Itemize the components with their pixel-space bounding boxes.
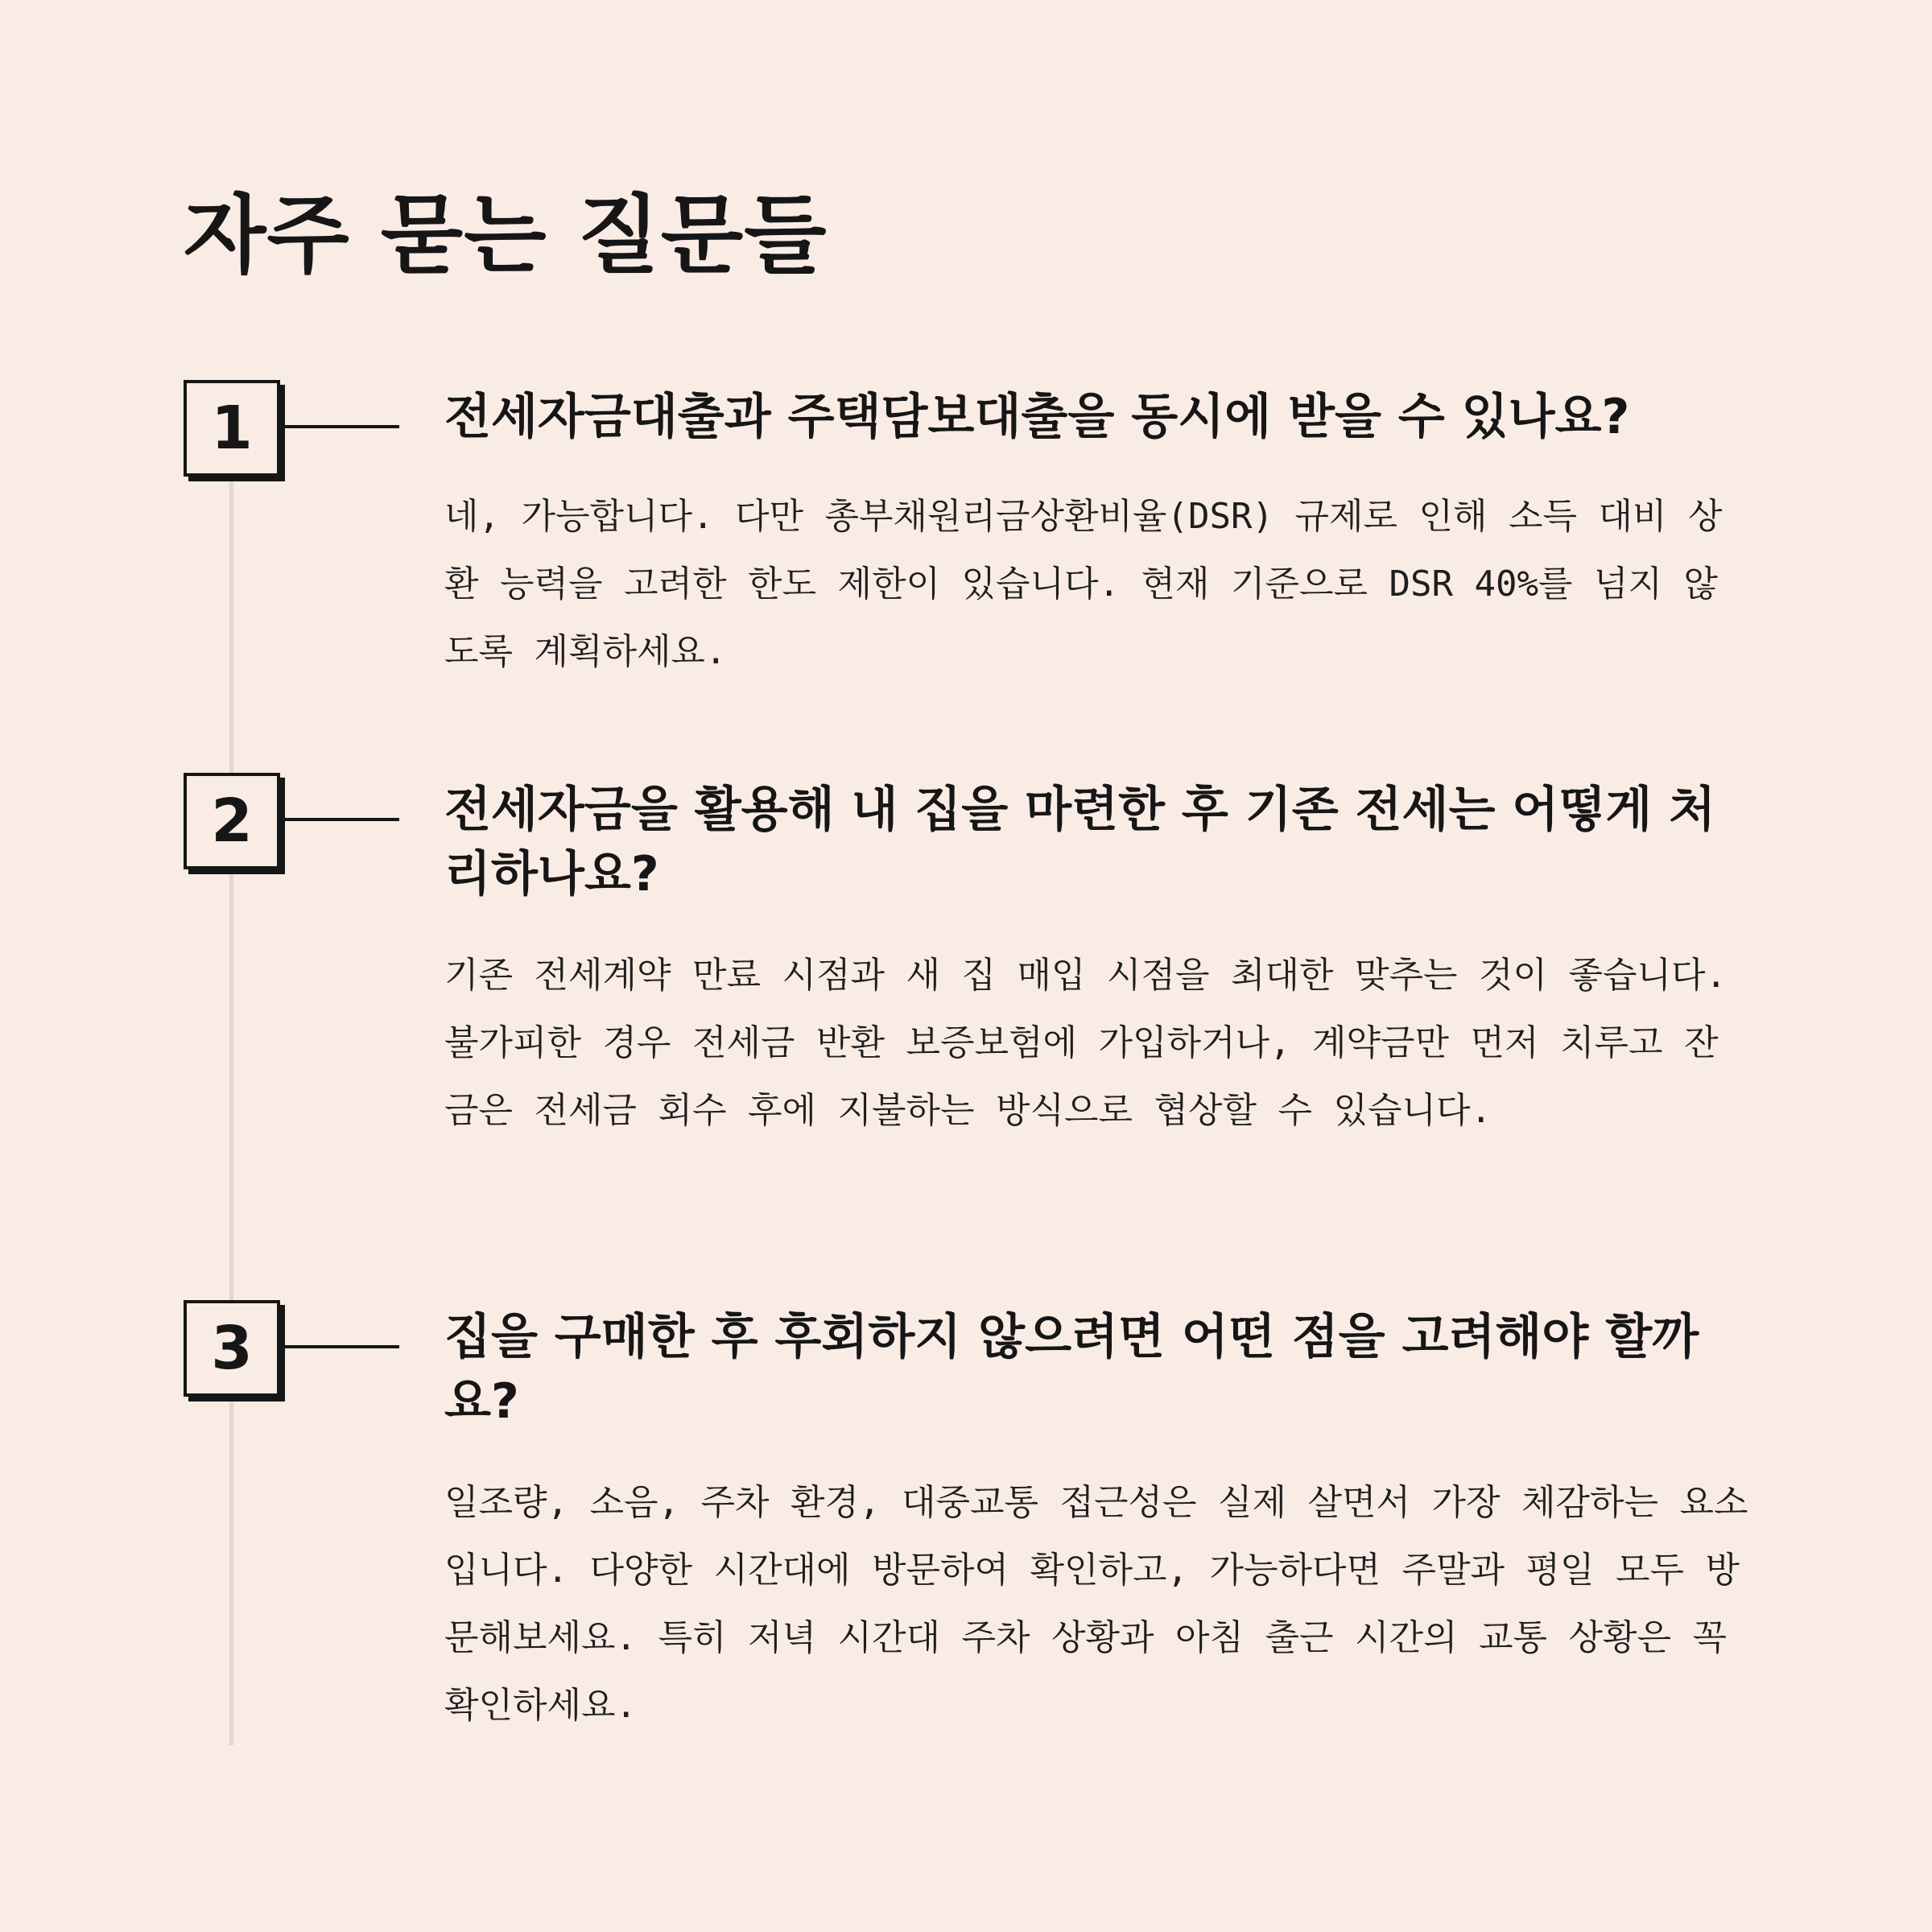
connector-line xyxy=(280,425,399,428)
page-title: 자주 묻는 질문들 xyxy=(184,186,828,285)
faq-question: 집을 구매한 후 후회하지 않으려면 어떤 점을 고려해야 할까요? xyxy=(444,1309,1699,1430)
faq-answer: 기존 전세계약 만료 시점과 새 집 매입 시점을 최대한 맞추는 것이 좋습니다. 불가피한 경우 전세금 반환 보증보험에 가입하거나, 계약금만 먼저 치루고 잔금은 전세금 회수 후에 지불하는 방식으로 협상할 수 있습니다. xyxy=(444,955,1727,1131)
faq-number-badge: 2 xyxy=(184,773,280,869)
connector-line xyxy=(280,1345,399,1348)
faq-number-badge: 3 xyxy=(184,1300,280,1397)
faq-number-badge: 1 xyxy=(184,380,280,477)
faq-question: 전세자금대출과 주택담보대출을 동시에 받을 수 있나요? xyxy=(444,389,1630,445)
faq-answer: 네, 가능합니다. 다만 총부채원리금상환비율(DSR) 규제로 인해 소득 대비 상환 능력을 고려한 한도 제한이 있습니다. 현재 기준으로 DSR 40%를 넘지 않도록 계획하세요. xyxy=(444,496,1723,672)
timeline-line xyxy=(229,473,233,1745)
faq-question: 전세자금을 활용해 내 집을 마련한 후 기존 전세는 어떻게 처리하나요? xyxy=(444,782,1716,902)
connector-line xyxy=(280,818,399,821)
faq-answer: 일조량, 소음, 주차 환경, 대중교통 접근성은 실제 살면서 가장 체감하는 요소입니다. 다양한 시간대에 방문하여 확인하고, 가능하다면 주말과 평일 모두 방문해보세요. 특히 저녁 시간대 주차 상황과 아침 출근 시간의 교통 상황은 꼭 확인하세요. xyxy=(444,1482,1748,1726)
